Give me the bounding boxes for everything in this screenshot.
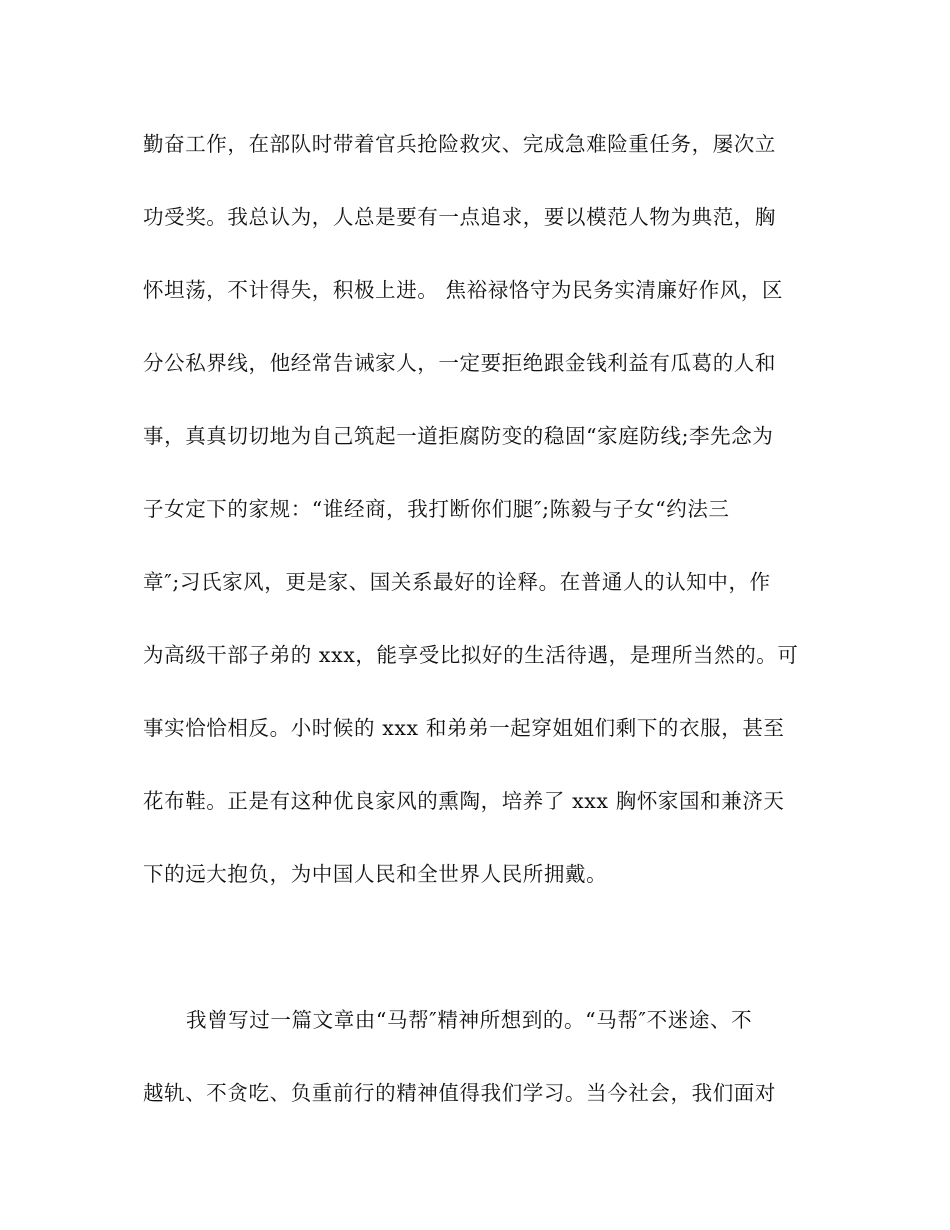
text-line: 分公私界线，他经常告诫家人，一定要拒绝跟金钱利益有瓜葛的人和 [143,351,776,375]
text-line: 勤奋工作，在部队时带着官兵抢险救灾、完成急难险重任务，屡次立 [143,132,776,156]
text-line: 子女定下的家规：“谁经商，我打断你们腿″;陈毅与子女“约法三 [143,497,730,521]
text-line: 章″;习氏家风，更是家、国关系最好的诠释。在普通人的认知中，作 [143,570,771,594]
text-line: 下的远大抱负，为中国人民和全世界人民所拥戴。 [143,862,608,886]
text-line: 为高级干部子弟的 xxx，能享受比拟好的生活待遇，是理所当然的。可 [143,643,799,667]
text-line: 功受奖。我总认为，人总是要有一点追求，要以模范人物为典范，胸 [143,205,776,229]
text-line: 事，真真切切地为自己筑起一道拒腐防变的稳固“家庭防线;李先念为 [143,424,774,448]
text-line: 花布鞋。正是有这种优良家风的熏陶，培养了 xxx 胸怀家国和兼济天 [143,789,785,813]
text-line: 事实恰恰相反。小时候的 xxx 和弟弟一起穿姐姐们剩下的衣服，甚至 [143,716,785,740]
text-line: 我曾写过一篇文章由“马帮″精神所想到的。“马帮″不迷途、不 [186,1008,753,1032]
text-line: 越轨、不贪吃、负重前行的精神值得我们学习。当今社会，我们面对 [143,1081,776,1105]
text-line: 怀坦荡，不计得失，积极上进。 焦裕禄恪守为民务实清廉好作风，区 [143,278,784,302]
